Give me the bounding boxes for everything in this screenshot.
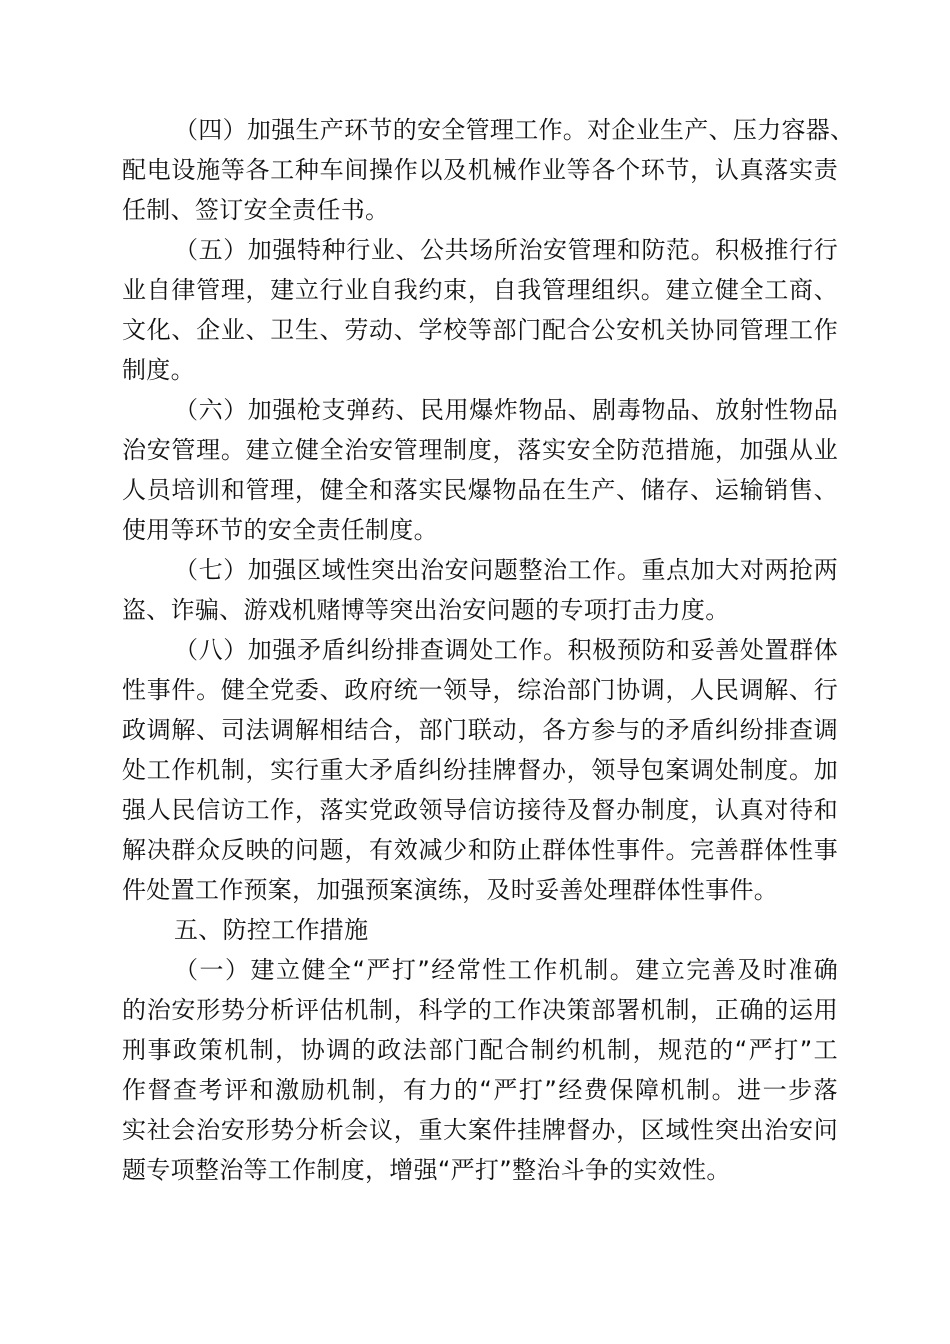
measure-1-line-3: 刑事政策机制，协调的政法部门配合制约机制，规范的“严打”工 [122,1036,838,1064]
paragraph-6-line-2: 治安管理。建立健全治安管理制度，落实安全防范措施，加强从业 [122,436,838,464]
document-body [122,110,855,1190]
paragraph-5-line-4: 制度。 [122,356,195,384]
paragraph-4-line-1: （四）加强生产环节的安全管理工作。对企业生产、压力容器、 [174,116,855,144]
paragraph-7-line-1: （七）加强区域性突出治安问题整治工作。重点加大对两抢两 [174,556,838,584]
paragraph-4-line-3: 任制、签订安全责任书。 [122,196,390,224]
paragraph-5-line-2: 业自律管理，建立行业自我约束，自我管理组织。建立健全工商、 [122,276,838,304]
paragraph-5-line-1: （五）加强特种行业、公共场所治安管理和防范。积极推行行 [174,236,838,264]
measure-1-line-4: 作督查考评和激励机制，有力的“严打”经费保障机制。进一步落 [122,1076,838,1104]
paragraph-7-line-2: 盗、诈骗、游戏机赌博等突出治安问题的专项打击力度。 [122,596,730,624]
paragraph-8-line-4: 处工作机制，实行重大矛盾纠纷挂牌督办，领导包案调处制度。加 [122,756,838,784]
paragraph-8-line-1: （八）加强矛盾纠纷排查调处工作。积极预防和妥善处置群体 [174,636,838,664]
measure-1-line-6: 题专项整治等工作制度，增强“严打”整治斗争的实效性。 [122,1156,731,1184]
measure-1-line-1: （一）建立健全“严打”经常性工作机制。建立完善及时准确 [174,956,838,984]
section-5-heading: 五、防控工作措施 [174,916,369,944]
paragraph-8-line-2: 性事件。健全党委、政府统一领导，综治部门协调，人民调解、行 [122,676,838,704]
paragraph-8-line-6: 解决群众反映的问题，有效减少和防止群体性事件。完善群体性事 [122,836,838,864]
paragraph-8-line-7: 件处置工作预案，加强预案演练，及时妥善处理群体性事件。 [122,876,779,904]
measure-1-line-2: 的治安形势分析评估机制，科学的工作决策部署机制，正确的运用 [122,996,838,1024]
paragraph-8-line-3: 政调解、司法调解相结合，部门联动，各方参与的矛盾纠纷排查调 [122,716,838,744]
paragraph-6-line-1: （六）加强枪支弹药、民用爆炸物品、剧毒物品、放射性物品 [174,396,838,424]
paragraph-6-line-3: 人员培训和管理，健全和落实民爆物品在生产、储存、运输销售、 [122,476,838,504]
paragraph-6-line-4: 使用等环节的安全责任制度。 [122,516,438,544]
paragraph-8-line-5: 强人民信访工作，落实党政领导信访接待及督办制度，认真对待和 [122,796,838,824]
paragraph-4-line-2: 配电设施等各工种车间操作以及机械作业等各个环节，认真落实责 [122,156,838,184]
paragraph-5-line-3: 文化、企业、卫生、劳动、学校等部门配合公安机关协同管理工作 [122,316,838,344]
measure-1-line-5: 实社会治安形势分析会议，重大案件挂牌督办，区域性突出治安问 [122,1116,838,1144]
